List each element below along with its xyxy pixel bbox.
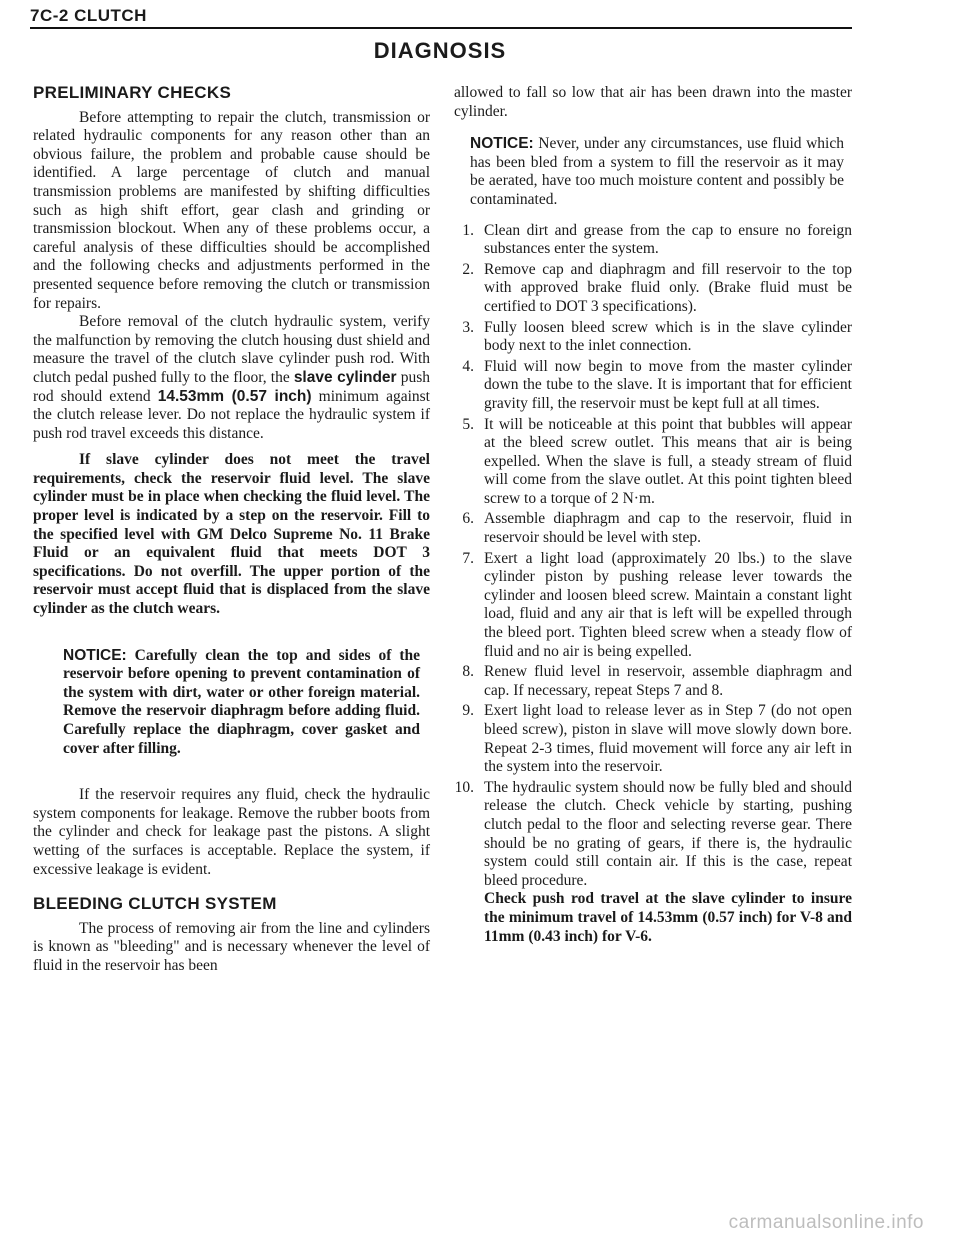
watermark: carmanualsonline.info <box>728 1212 924 1233</box>
closing-note: Check push rod travel at the slave cylinder to insure the minimum travel of 14.53mm (0.57 inch) for V-8 and 11mm (0.43 inch) for V-6. <box>484 890 852 945</box>
bleeding-intro-paragraph: The process of removing air from the line and cylinders is known as "bleeding" and is necessary whenever the level of fluid in the reservoir has been <box>33 919 430 974</box>
leakage-paragraph: If the reservoir requires any fluid, check the hydraulic system components for leakage. Remove the rubber boots from the cylinder and check for leakage past the pistons. A slight wetting of the surfaces is acceptable. Replace the system, if excessive leakage is evident. <box>33 786 430 878</box>
right-column <box>442 84 852 946</box>
page-title: DIAGNOSIS <box>373 38 507 63</box>
list-item: 4. Fluid will now begin to move from the master cylinder down the tube to the slave. It is important that for efficient gravity fill, the reservoir must be kept full at all times. <box>462 357 852 412</box>
list-item: 5. It will be noticeable at this point that bubbles will appear at the bleed screw outlet. This means that air is being expelled. When the slave is full, a steady stream of fluid will come from the slave outlet. At this point tighten bleed screw to a torque of 2 N·m. <box>462 415 852 507</box>
list-item: 10. The hydraulic system should now be fully bled and should release the clutch. Check vehicle by starting, pushing clutch pedal to the floor and selecting reverse gear. There should be no grating of gears, if there is, the hydraulic system could still contain air. If this is the case, repeat bleed procedure. <box>454 778 852 889</box>
removal-paragraph: Before removal of the clutch hydraulic system, verify the malfunction by removing the clutch housing dust shield and measure the travel of the clutch slave cylinder push rod. With clutch pedal pushed fully to the floor, the slave cylinder push rod should extend 14.53mm (0.57 inch) minimum against the clutch release lever. Do not replace the hydraulic system if push rod travel exceeds this distance. <box>33 313 430 442</box>
travel-spec: 14.53mm (0.57 inch) <box>157 387 312 405</box>
reservoir-notice: NOTICE: Carefully clean the top and sides of the reservoir before opening to prevent contamination of the system with dirt, water or other foreign material. Remove the reservoir diaphragm before adding fluid. Carefully replace the diaphragm, cover gasket and cover after filling. <box>63 646 420 757</box>
page-header: 7C-2 CLUTCH <box>30 6 147 25</box>
notice-label: NOTICE: <box>470 135 534 153</box>
list-item: 3. Fully loosen bleed screw which is in the slave cylinder body next to the inlet connection. <box>462 318 852 355</box>
list-item: 6. Assemble diaphragm and cap to the reservoir, fluid in reservoir should be level with step. <box>462 510 852 547</box>
bleeding-heading: BLEEDING CLUTCH SYSTEM <box>33 894 277 914</box>
list-item: 8. Renew fluid level in reservoir, assemble diaphragm and cap. If necessary, repeat Steps 7 and 8. <box>462 663 852 699</box>
list-item: 1. Clean dirt and grease from the cap to ensure no foreign substances enter the system. <box>462 221 852 258</box>
list-item: 7. Exert a light load (approximately 20 lbs.) to the slave cylinder piston by pushing release lever towards the cylinder and loosen bleed screw. Maintain a constant light load, fluid and any air that is left will be expelled through the bleed port. Tighten bleed screw when a steady flow of fluid and no air is being expelled. <box>462 549 852 660</box>
fluid-notice: NOTICE: Never, under any circumstances, use fluid which has been bled from a system to fill the reservoir as it may be aerated, have too much moisture content and possibly be contaminated. <box>470 135 844 208</box>
fluid-level-paragraph: If slave cylinder does not meet the travel requirements, check the reservoir fluid level. The slave cylinder must be in place when checking the fluid level. The proper level is indicated by a step on the reservoir. Fill to the specified level with GM Delco Supreme No. 11 Brake Fluid or an equivalent fluid that meets DOT 3 specifications. Do not overfill. The upper portion of the reservoir must accept fluid that is displaced from the slave cylinder as the clutch wears. <box>33 451 430 618</box>
preliminary-checks-heading: PRELIMINARY CHECKS <box>33 83 232 102</box>
header-rule <box>30 27 852 29</box>
bleeding-steps <box>442 222 852 891</box>
continuation-paragraph: allowed to fall so low that air has been drawn into the master cylinder. <box>454 84 852 120</box>
intro-paragraph: Before attempting to repair the clutch, transmission or related hydraulic components for any reason other than an obvious failure, the problem and probable cause should be identified. A large percentage of clutch and manual transmission problems are manifested by shifting difficulties such as high shift effort, gear clash and grinding or transmission blockout. When any of these problems occur, a careful analysis of these difficulties should be accomplished and the following checks and adjustments performed in the presented sequence before removing the clutch or transmission for repairs. <box>33 108 430 312</box>
notice-label: NOTICE: <box>63 646 127 664</box>
slave-cylinder-term: slave cylinder <box>293 368 397 386</box>
left-column <box>33 84 430 976</box>
list-item: 9. Exert light load to release lever as in Step 7 (do not open bleed screw), piston in slave will move slowly down bore. Repeat 2-3 times, fluid movement will force any air left in the system into the reservoir. <box>462 702 852 776</box>
list-item: 2. Remove cap and diaphragm and fill reservoir to the top with approved brake fluid only. (Brake fluid must be certified to DOT 3 specifications). <box>462 260 852 315</box>
